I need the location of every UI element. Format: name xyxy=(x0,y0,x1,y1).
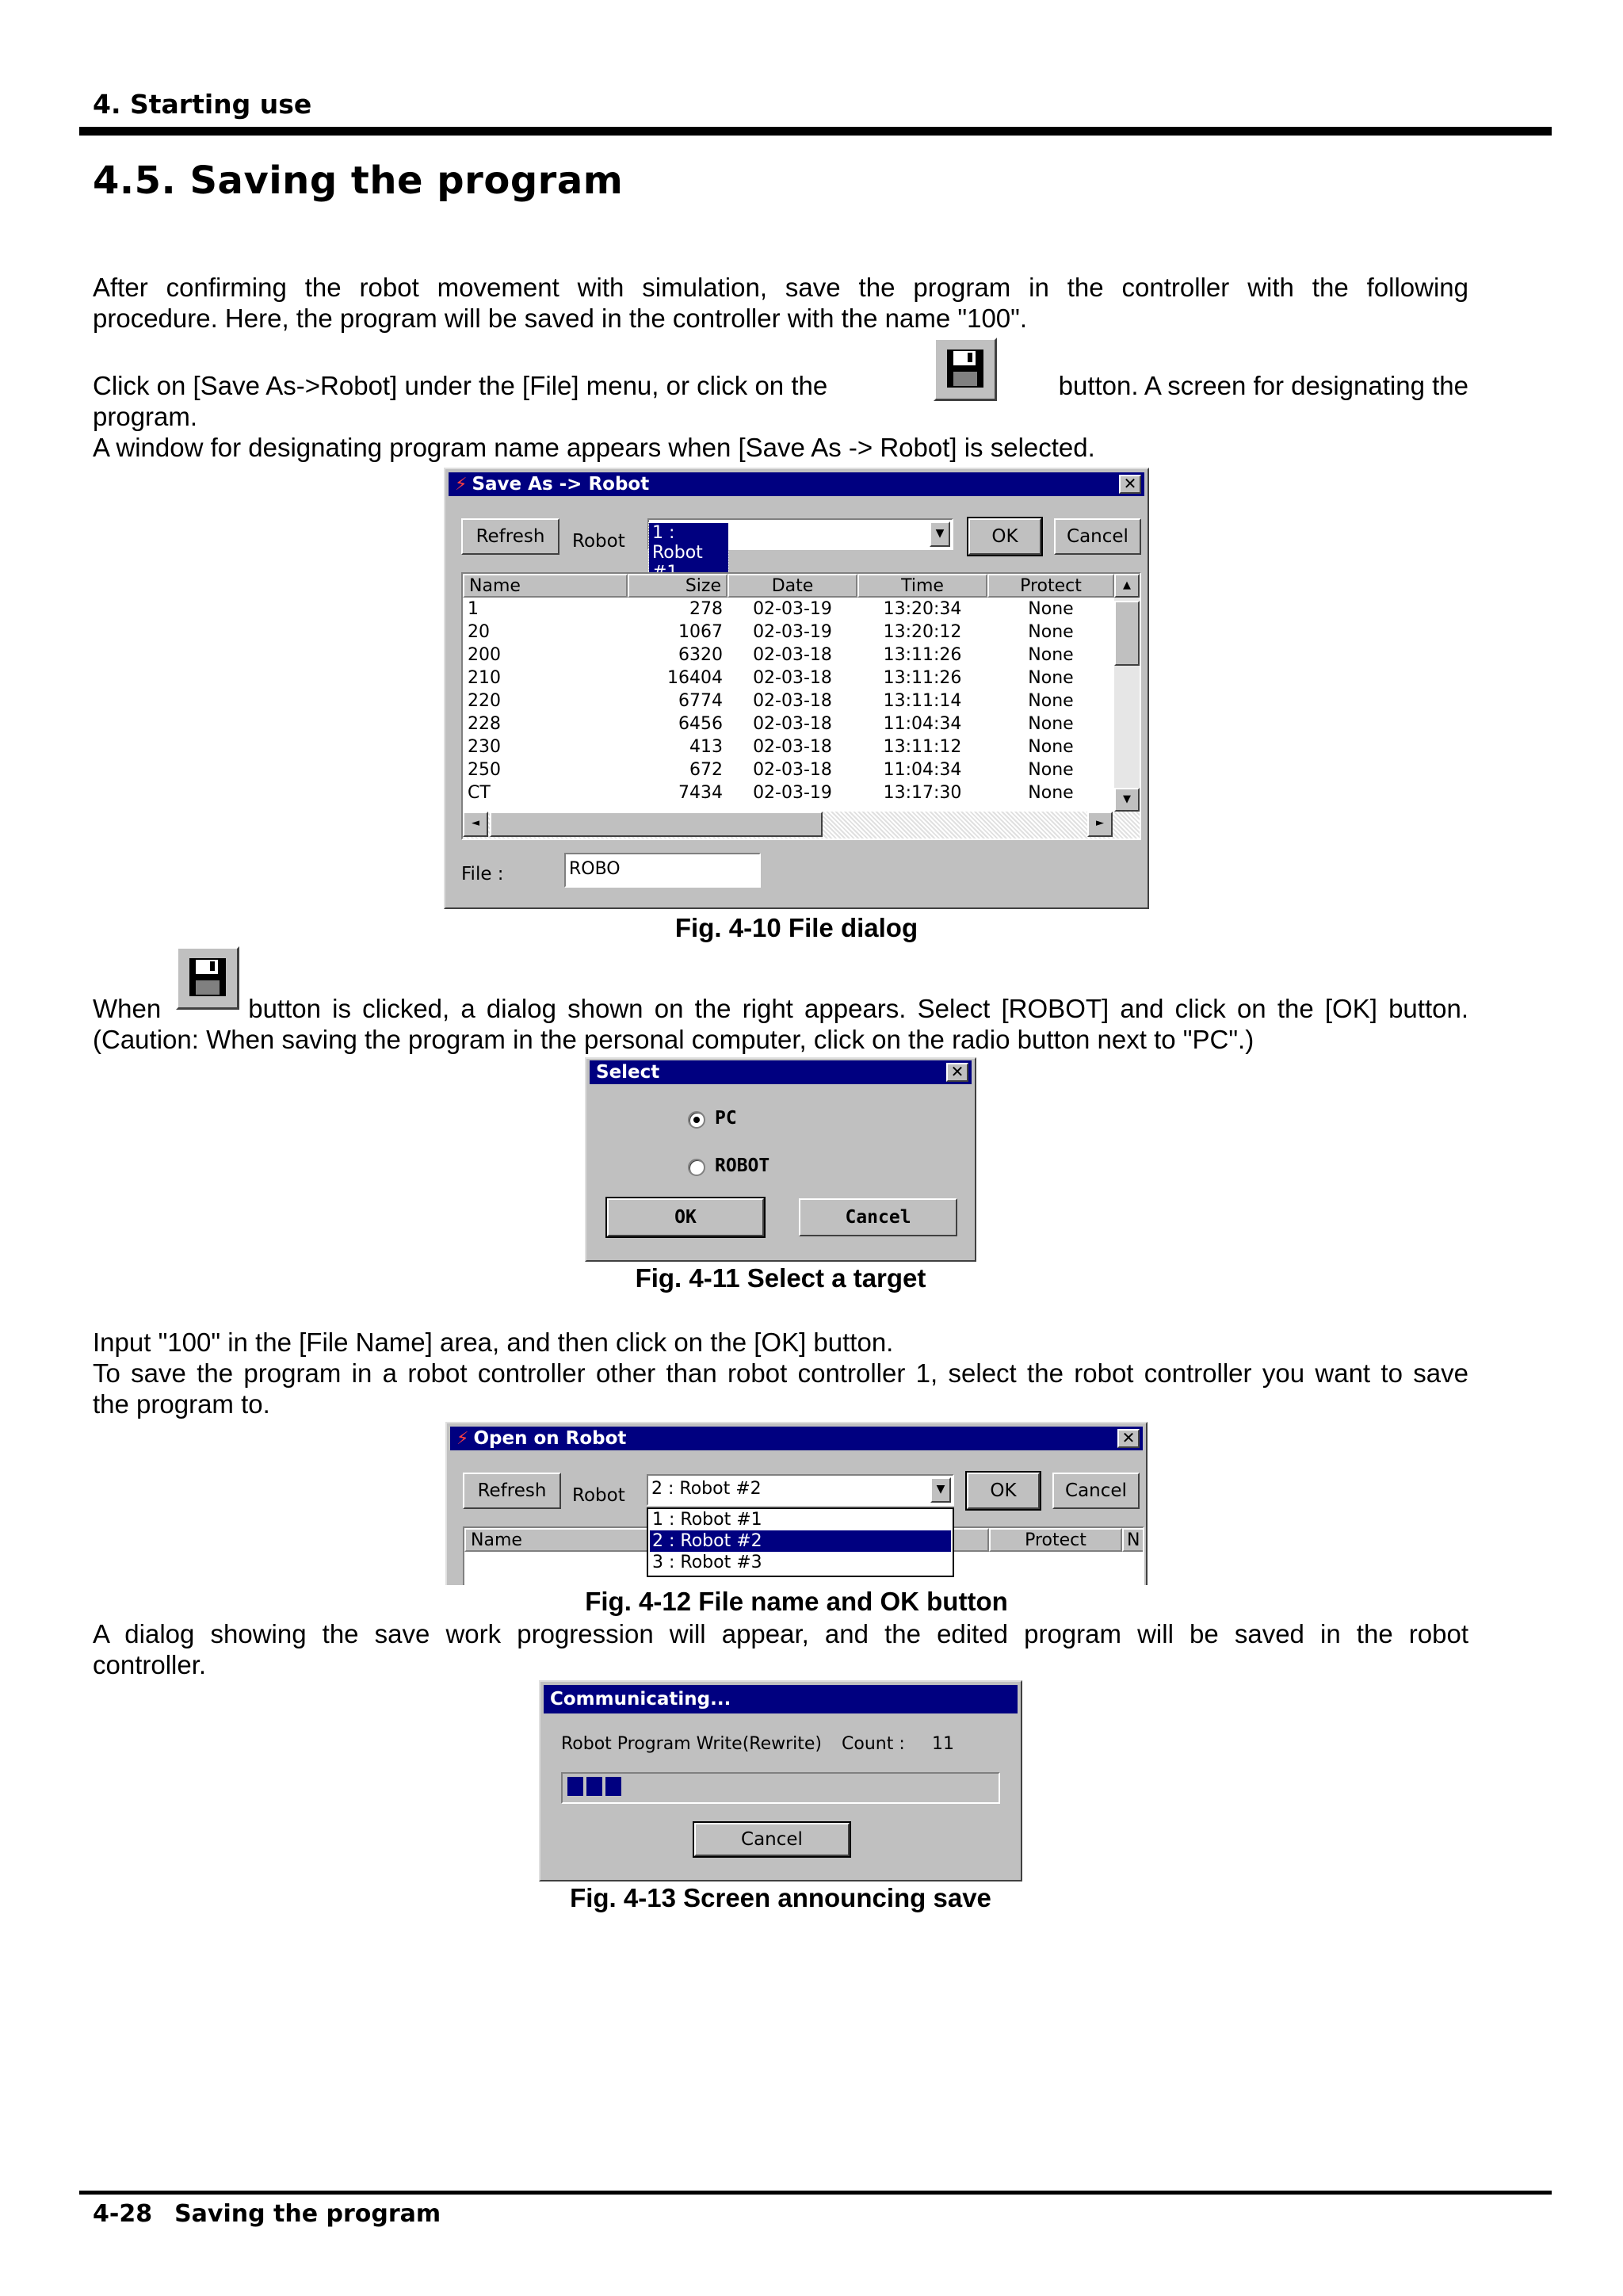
paragraph-intro-line1: After confirming the robot movement with simulation, save the program in the controller with the following xyxy=(93,273,1468,302)
cell-date: 02-03-18 xyxy=(753,691,832,711)
close-icon[interactable]: ✕ xyxy=(946,1063,968,1082)
progress-bar xyxy=(561,1772,1000,1804)
robot-label: Robot xyxy=(572,1485,625,1506)
robot-select-value: 2 : Robot #2 xyxy=(651,1479,762,1499)
open-title: Open on Robot xyxy=(473,1428,627,1449)
dialog-titlebar xyxy=(449,472,1144,496)
radio-pc-label: PC xyxy=(715,1108,737,1129)
cell-time: 13:11:26 xyxy=(883,668,962,688)
open-on-robot-dialog xyxy=(445,1422,1148,1585)
radio-pc[interactable] xyxy=(688,1111,705,1129)
cell-size: 7434 xyxy=(678,783,723,803)
paragraph-when-clicked xyxy=(93,993,1468,1024)
figure-caption-4-10: Fig. 4-10 File dialog xyxy=(674,913,918,942)
cell-name: 200 xyxy=(468,645,501,665)
column-header-protect[interactable]: Protect xyxy=(989,1528,1122,1552)
floppy-icon-graphic xyxy=(936,340,995,399)
paragraph-other-controller-line2: the program to. xyxy=(93,1389,270,1419)
cell-date: 02-03-19 xyxy=(753,783,832,803)
paragraph-save-as-before: Click on [Save As->Robot] under the [File] menu, or click on the xyxy=(93,371,828,400)
select-dialog xyxy=(585,1057,976,1262)
select-title: Select xyxy=(596,1062,660,1083)
cell-protect: None xyxy=(1028,668,1074,688)
horizontal-scrollbar[interactable] xyxy=(463,812,1140,839)
cell-time: 13:11:26 xyxy=(883,645,962,665)
progress-segment xyxy=(586,1777,602,1796)
cell-name: 250 xyxy=(468,760,501,780)
open-titlebar xyxy=(450,1427,1143,1450)
table-row[interactable] xyxy=(463,735,1114,758)
cell-name: 1 xyxy=(468,599,479,619)
count-label: Count : xyxy=(842,1734,905,1754)
communicating-dialog xyxy=(539,1680,1022,1881)
paragraph-other-controller-line1: To save the program in a robot controller other than robot controller 1, select the robot controller you want to save xyxy=(93,1358,1468,1388)
column-header-date[interactable]: Date xyxy=(727,574,857,598)
close-icon[interactable]: ✕ xyxy=(1117,1429,1140,1448)
cell-name: 20 xyxy=(468,622,490,642)
cell-protect: None xyxy=(1028,760,1074,780)
ok-button[interactable]: OK xyxy=(968,518,1041,555)
table-row[interactable] xyxy=(463,621,1114,644)
cell-date: 02-03-18 xyxy=(753,737,832,757)
cell-size: 672 xyxy=(689,760,723,780)
select-titlebar xyxy=(590,1060,972,1084)
count-value: 11 xyxy=(932,1734,954,1754)
cell-time: 13:17:30 xyxy=(883,783,962,803)
cell-protect: None xyxy=(1028,737,1074,757)
cell-size: 278 xyxy=(689,599,723,619)
cell-date: 02-03-19 xyxy=(753,599,832,619)
paragraph-intro-line2: procedure. Here, the program will be saved in the controller with the name "100". xyxy=(93,304,1028,333)
refresh-button[interactable]: Refresh xyxy=(461,518,559,555)
cell-time: 13:20:12 xyxy=(883,622,962,642)
progress-segment xyxy=(567,1777,583,1796)
paragraph-save-as-line1 xyxy=(93,370,1468,401)
cell-size: 1067 xyxy=(678,622,723,642)
vertical-scrollbar[interactable] xyxy=(1114,574,1140,812)
dialog-title: Save As -> Robot xyxy=(472,474,650,495)
cell-time: 11:04:34 xyxy=(883,714,962,734)
figure-caption-4-13: Fig. 4-13 Screen announcing save xyxy=(570,1883,991,1912)
radio-robot[interactable] xyxy=(688,1159,705,1176)
app-icon: ⚡ xyxy=(455,475,468,495)
cell-protect: None xyxy=(1028,645,1074,665)
robot-select[interactable] xyxy=(647,518,953,563)
cell-size: 6774 xyxy=(678,691,723,711)
paragraph-when-before: When xyxy=(93,994,162,1023)
page-title: 4.5. Saving the program xyxy=(93,159,624,203)
file-name-input[interactable] xyxy=(564,853,761,888)
select-cancel-button[interactable]: Cancel xyxy=(799,1198,957,1236)
cell-protect: None xyxy=(1028,691,1074,711)
paragraph-progress-line2: controller. xyxy=(93,1650,207,1679)
footer-page-number: 4-28 xyxy=(93,2200,153,2228)
cell-name: 210 xyxy=(468,668,501,688)
status-text: Robot Program Write(Rewrite) xyxy=(561,1734,823,1754)
robot-option-selected[interactable]: 2 : Robot #2 xyxy=(650,1530,951,1552)
communicating-titlebar xyxy=(544,1685,1018,1713)
column-header-cut[interactable]: N xyxy=(1122,1528,1144,1552)
footer xyxy=(93,2200,441,2228)
column-header-time[interactable]: Time xyxy=(857,574,987,598)
floppy-save-icon[interactable] xyxy=(934,338,997,401)
cell-protect: None xyxy=(1028,783,1074,803)
file-name-value: ROBO xyxy=(569,859,621,879)
cell-protect: None xyxy=(1028,599,1074,619)
app-icon: ⚡ xyxy=(456,1429,469,1449)
robot-select-value: 1 : Robot xyxy=(649,523,728,583)
cell-time: 13:20:34 xyxy=(883,599,962,619)
cell-date: 02-03-18 xyxy=(753,760,832,780)
column-header-protect[interactable]: Protect xyxy=(987,574,1114,598)
paragraph-when-after: button is clicked, a dialog shown on the right appears. Select [ROBOT] and click on the [OK] button. xyxy=(248,994,1468,1023)
robot-label: Robot xyxy=(572,531,625,552)
cell-name: 228 xyxy=(468,714,501,734)
column-header-size[interactable]: Size xyxy=(628,574,727,598)
cell-name: 220 xyxy=(468,691,501,711)
robot-option[interactable]: 1 : Robot #1 xyxy=(652,1510,762,1530)
paragraph-caution: (Caution: When saving the program in the personal computer, click on the radio button next to "PC".) xyxy=(93,1025,1254,1054)
chevron-down-icon[interactable]: ▼ xyxy=(930,521,950,547)
cell-size: 16404 xyxy=(667,668,723,688)
save-as-robot-dialog xyxy=(444,468,1149,909)
progress-segment xyxy=(605,1777,621,1796)
cell-date: 02-03-19 xyxy=(753,622,832,642)
section-label: 4. Starting use xyxy=(93,89,312,120)
cell-size: 6456 xyxy=(678,714,723,734)
paragraph-save-as-line3: A window for designating program name appears when [Save As -> Robot] is selected. xyxy=(93,433,1095,462)
cell-protect: None xyxy=(1028,622,1074,642)
ok-button[interactable]: OK xyxy=(967,1473,1040,1509)
table-row[interactable] xyxy=(463,781,1114,804)
cell-date: 02-03-18 xyxy=(753,645,832,665)
cell-time: 11:04:34 xyxy=(883,760,962,780)
paragraph-save-as-after: button. A screen for designating the xyxy=(1058,371,1468,400)
robot-dropdown-list[interactable] xyxy=(647,1507,954,1577)
robot-option[interactable]: 3 : Robot #3 xyxy=(652,1553,762,1572)
header-rule xyxy=(79,127,1552,136)
paragraph-input-100: Input "100" in the [File Name] area, and then click on the [OK] button. xyxy=(93,1328,894,1357)
scroll-thumb[interactable] xyxy=(1114,601,1140,666)
cell-date: 02-03-18 xyxy=(753,714,832,734)
table-row[interactable] xyxy=(463,598,1114,621)
file-list[interactable] xyxy=(461,572,1141,840)
chevron-down-icon[interactable]: ▼ xyxy=(930,1477,951,1503)
table-row[interactable] xyxy=(463,644,1114,667)
cell-size: 6320 xyxy=(678,645,723,665)
scroll-left-icon[interactable]: ◄ xyxy=(463,812,488,837)
cell-name: CT xyxy=(468,783,491,803)
close-icon[interactable]: ✕ xyxy=(1119,475,1141,494)
cell-protect: None xyxy=(1028,714,1074,734)
select-ok-button[interactable]: OK xyxy=(607,1198,764,1236)
floppy-icon-graphic-2 xyxy=(178,949,237,1007)
cell-name: 230 xyxy=(468,737,501,757)
paragraph-progress-line1: A dialog showing the save work progression will appear, and the edited program will be saved in the robot xyxy=(93,1619,1468,1648)
figure-caption-4-12: Fig. 4-12 File name and OK button xyxy=(585,1587,1008,1616)
cell-size: 413 xyxy=(689,737,723,757)
footer-rule xyxy=(79,2191,1552,2195)
table-row[interactable] xyxy=(463,667,1114,690)
file-label: File : xyxy=(461,864,504,884)
refresh-button[interactable]: Refresh xyxy=(463,1473,561,1509)
paragraph-save-as-line2: program. xyxy=(93,402,198,431)
table-row[interactable] xyxy=(463,690,1114,712)
cell-time: 13:11:12 xyxy=(883,737,962,757)
h-scroll-thumb[interactable] xyxy=(490,812,823,837)
column-header-name[interactable]: Name xyxy=(464,1528,648,1552)
communicating-title: Communicating... xyxy=(550,1689,731,1710)
communicating-cancel-button[interactable]: Cancel xyxy=(694,1823,850,1856)
figure-caption-4-11: Fig. 4-11 Select a target xyxy=(635,1263,926,1293)
table-row[interactable] xyxy=(463,712,1114,735)
table-row[interactable] xyxy=(463,758,1114,781)
cell-date: 02-03-18 xyxy=(753,668,832,688)
scroll-right-icon[interactable]: ► xyxy=(1087,812,1113,837)
cancel-button[interactable]: Cancel xyxy=(1054,518,1141,555)
footer-label: Saving the program xyxy=(174,2200,441,2228)
scroll-up-icon[interactable]: ▲ xyxy=(1114,574,1140,598)
scroll-down-icon[interactable]: ▼ xyxy=(1114,788,1140,812)
cancel-button[interactable]: Cancel xyxy=(1052,1473,1140,1509)
cell-time: 13:11:14 xyxy=(883,691,962,711)
radio-robot-label: ROBOT xyxy=(715,1156,770,1176)
column-header-name[interactable]: Name xyxy=(463,574,628,598)
floppy-save-icon-2[interactable] xyxy=(176,946,239,1010)
robot-select[interactable] xyxy=(647,1474,954,1506)
